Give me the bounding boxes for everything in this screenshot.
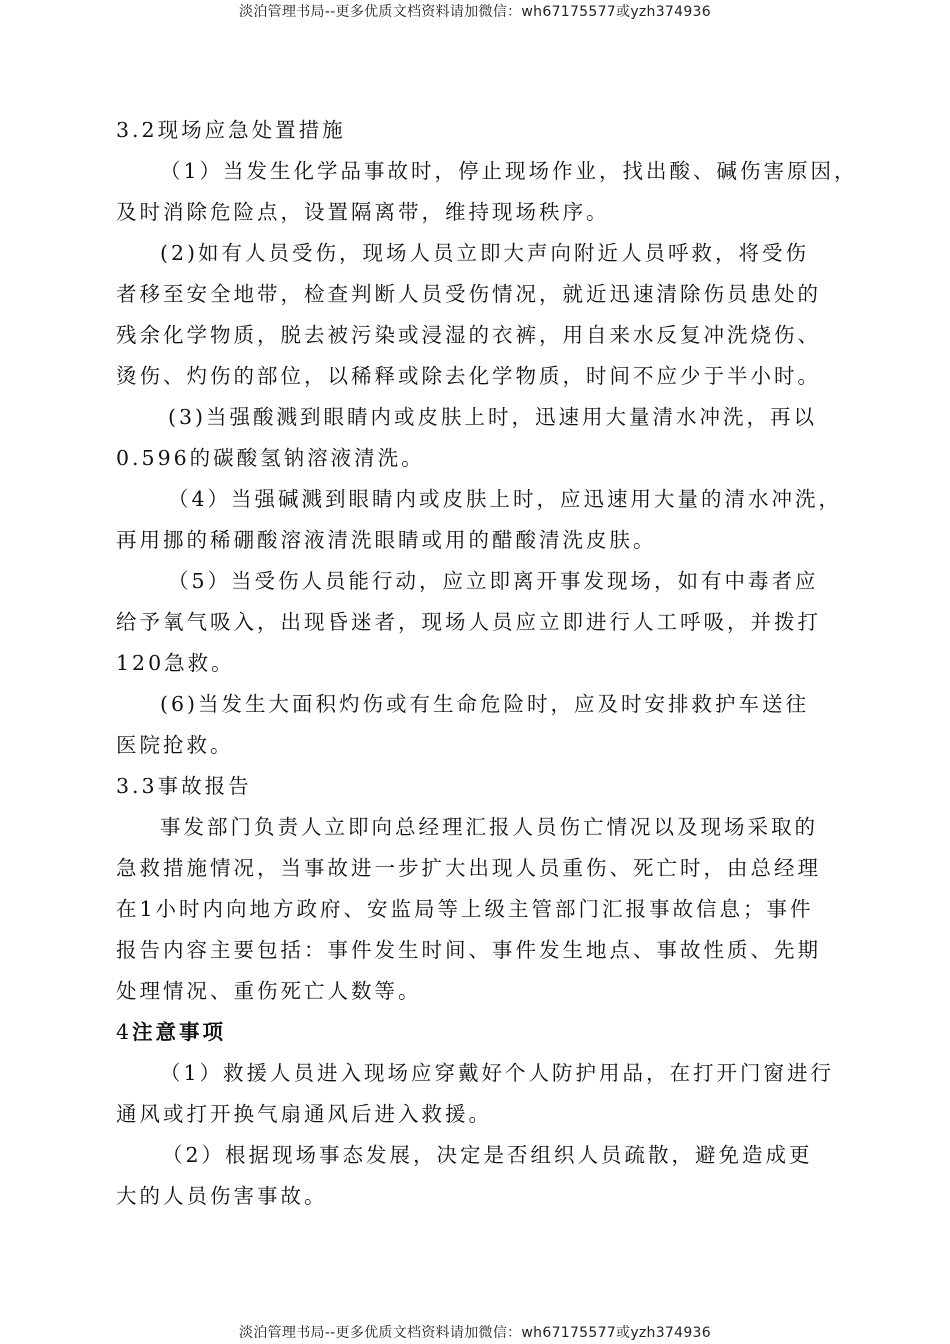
section-3-2-item-2 bbox=[116, 233, 846, 397]
section-3-2-item-4 bbox=[116, 479, 846, 561]
paragraph-line: （1）救援人员进入现场应穿戴好个人防护用品，在打开门窗进行 bbox=[160, 1061, 835, 1085]
paragraph-line: (2)如有人员受伤，现场人员立即大声向附近人员呼救，将受伤 bbox=[160, 241, 810, 265]
paragraph-line: 医院抢救。 bbox=[116, 733, 234, 757]
paragraph-line: 给予氧气吸入，出现昏迷者，现场人员应立即进行人工呼吸，并拨打 bbox=[116, 610, 821, 634]
section-4-title: 注意事项 bbox=[132, 1020, 227, 1044]
section-3-3-body bbox=[116, 807, 846, 1012]
section-3-2-item-6 bbox=[116, 684, 846, 766]
section-4-number: 4 bbox=[116, 1020, 133, 1044]
paragraph-line: 0.596的碳酸氢钠溶液清洗。 bbox=[116, 446, 425, 470]
section-4-item-2 bbox=[116, 1135, 846, 1217]
paragraph-line: 事发部门负责人立即向总经理汇报人员伤亡情况以及现场采取的 bbox=[160, 815, 818, 839]
section-3-2-item-1 bbox=[116, 151, 858, 233]
section-3-3-heading: 3.3事故报告 bbox=[116, 774, 252, 798]
paragraph-line: 烫伤、灼伤的部位，以稀释或除去化学物质，时间不应少于半小时。 bbox=[116, 364, 821, 388]
paragraph-line: 在1小时内向地方政府、安监局等上级主管部门汇报事故信息；事件 bbox=[116, 897, 814, 921]
paragraph-line: 急救措施情况，当事故进一步扩大出现人员重伤、死亡时，由总经理 bbox=[116, 856, 821, 880]
paragraph-line: 大的人员伤害事故。 bbox=[116, 1184, 328, 1208]
paragraph-line: 报告内容主要包括：事件发生时间、事件发生地点、事故性质、先期 bbox=[116, 938, 821, 962]
paragraph-line: 处理情况、重伤死亡人数等。 bbox=[116, 979, 422, 1003]
paragraph-line: (3)当强酸溅到眼睛内或皮肤上时，迅速用大量清水冲洗，再以 bbox=[168, 405, 818, 429]
section-3-2-item-5 bbox=[116, 561, 846, 684]
paragraph-line: 120急救。 bbox=[116, 651, 235, 675]
section-4-heading bbox=[116, 1012, 846, 1053]
paragraph-line: （2）根据现场事态发展，决定是否组织人员疏散，避免造成更 bbox=[162, 1143, 813, 1167]
section-3-2-item-3 bbox=[116, 397, 846, 479]
paragraph-line: 再用挪的稀硼酸溶液清洗眼睛或用的醋酸清洗皮肤。 bbox=[116, 528, 657, 552]
paragraph-line: （5）当受伤人员能行动，应立即离开事发现场，如有中毒者应 bbox=[168, 569, 819, 593]
paragraph-line: (6)当发生大面积灼伤或有生命危险时，应及时安排救护车送往 bbox=[160, 692, 810, 716]
page-footer-watermark: 淡泊管理书局--更多优质文档资料请加微信：wh67175577或yzh374936 bbox=[239, 1325, 711, 1341]
paragraph-line: 通风或打开换气扇通风后进入救援。 bbox=[116, 1102, 492, 1126]
paragraph-line: 残余化学物质，脱去被污染或浸湿的衣裤，用自来水反复冲洗烧伤、 bbox=[116, 323, 821, 347]
paragraph-line: （4）当强碱溅到眼睛内或皮肤上时，应迅速用大量的清水冲洗， bbox=[168, 487, 843, 511]
section-4-item-1 bbox=[116, 1053, 846, 1135]
section-3-2-heading: 3.2现场应急处置措施 bbox=[116, 118, 346, 142]
paragraph-line: 及时消除危险点，设置隔离带，维持现场秩序。 bbox=[116, 200, 610, 224]
paragraph-line: （1）当发生化学品事故时，停止现场作业，找出酸、碱伤害原因， bbox=[160, 159, 858, 183]
page-header-watermark: 淡泊管理书局--更多优质文档资料请加微信：wh67175577或yzh374936 bbox=[239, 4, 711, 20]
document-body bbox=[116, 110, 858, 1217]
paragraph-line: 者移至安全地带，检查判断人员受伤情况，就近迅速清除伤员患处的 bbox=[116, 282, 821, 306]
